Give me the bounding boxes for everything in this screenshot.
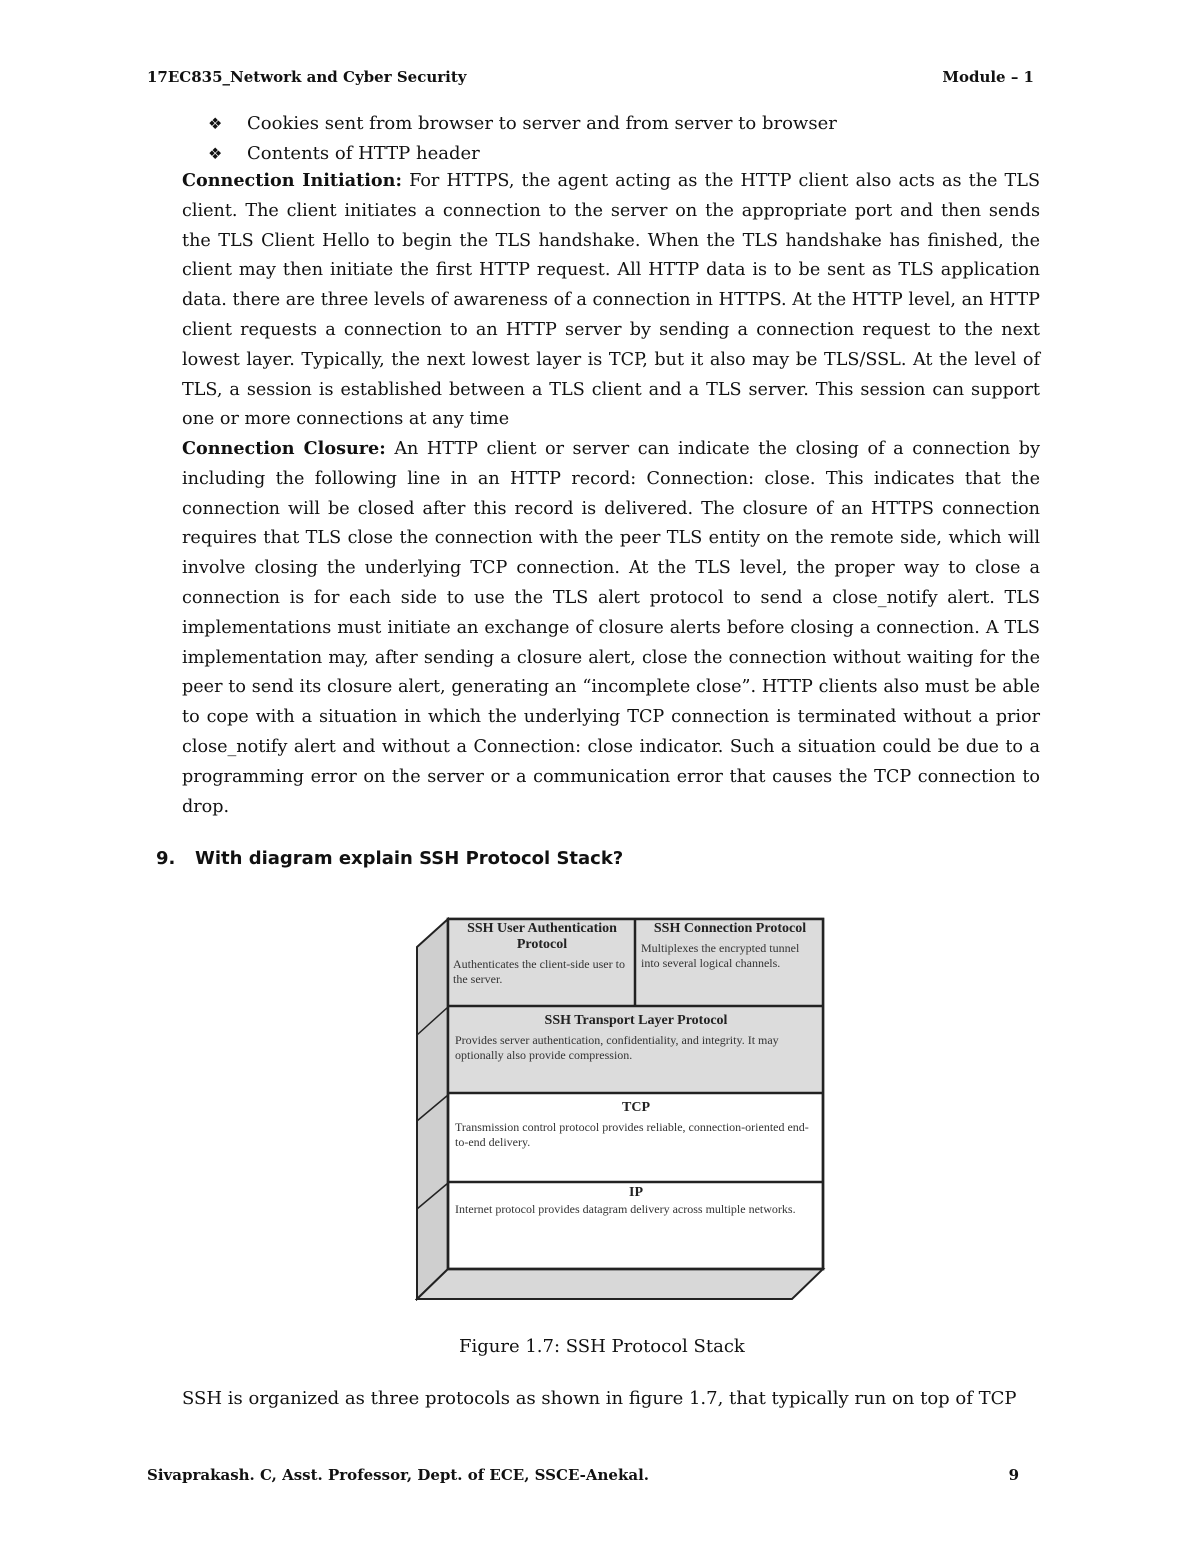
box-description: Provides server authentication, confidentiality, and integrity. It may optionally also provide compression. — [455, 1033, 779, 1062]
header-module: Module – 1 — [942, 68, 1034, 86]
question-text: With diagram explain SSH Protocol Stack? — [195, 848, 624, 869]
diagram-side-face — [417, 919, 448, 1299]
box-description: Authenticates the client-side user to the server. — [453, 957, 625, 986]
paragraph-text: An HTTP client or server can indicate the closing of a connection by including the following line in an HTTP record: Connection: close. This indicates that the connection will be closed after this record is delivered. The closure of an HTTPS connection requires that TLS close the connection with the peer TLS entity on the remote side, which will involve closing the underlying TCP connection. At the TLS level, the proper way to close a connection is for each side to use the TLS alert protocol to send a close_notify alert. TLS implementations must initiate an exchange of closure alerts before closing a connection. A TLS implementation may, after sending a closure alert, close the connection without waiting for the peer to send its closure alert, generating an “incomplete close”. HTTP clients also must be able to cope with a situation in which the underlying TCP connection is terminated without a prior close_notify alert and without a Connection: close indicator. Such a situation could be due to a programming error on the server or a communication error that causes the TCP connection to drop. — [182, 439, 1041, 817]
question-heading — [156, 848, 623, 869]
figure-caption: Figure 1.7: SSH Protocol Stack — [459, 1336, 745, 1357]
ip-box — [455, 1185, 817, 1217]
header-course-title: 17EC835_Network and Cyber Security — [147, 68, 467, 86]
diamond-bullet-icon: ❖ — [208, 113, 223, 133]
bullet-text: Cookies sent from browser to server and from server to browser — [247, 112, 837, 134]
paragraph-connection-initiation — [182, 166, 1040, 435]
diamond-bullet-icon: ❖ — [208, 143, 223, 163]
bullet-list — [208, 108, 837, 168]
paragraph-connection-closure — [182, 434, 1040, 822]
list-item — [208, 108, 837, 138]
box-description: Multiplexes the encrypted tunnel into several logical channels. — [641, 941, 800, 970]
box-title: SSH Transport Layer Protocol — [544, 1013, 728, 1028]
paragraph-lead: Connection Initiation: — [182, 170, 402, 191]
box-title: TCP — [622, 1100, 650, 1115]
box-description: Internet protocol provides datagram delivery across multiple networks. — [455, 1202, 796, 1216]
diagram-bottom-face — [417, 1269, 823, 1299]
closing-sentence: SSH is organized as three protocols as shown in figure 1.7, that typically run on top of TCP — [182, 1388, 1017, 1409]
ssh-protocol-stack-diagram — [415, 917, 827, 1301]
ssh-transport-box — [455, 1013, 817, 1063]
page-number: 9 — [1008, 1466, 1019, 1484]
paragraph-text: For HTTPS, the agent acting as the HTTP client also acts as the TLS client. The client initiates a connection to the server on the appropriate port and then sends the TLS Client Hello to begin the TLS handshake. When the TLS handshake has finished, the client may then initiate the first HTTP request. All HTTP data is to be sent as TLS application data. there are three levels of awareness of a connection in HTTPS. At the HTTP level, an HTTP client requests a connection to an HTTP server by sending a connection request to the next lowest layer. Typically, the next lowest layer is TCP, but it also may be TLS/SSL. At the level of TLS, a session is established between a TLS client and a TLS server. This session can support one or more connections at any time — [182, 171, 1041, 430]
ssh-connection-box — [641, 921, 819, 971]
ssh-user-auth-box — [453, 921, 631, 987]
question-number: 9. — [156, 848, 176, 869]
paragraph-lead: Connection Closure: — [182, 438, 386, 459]
bullet-text: Contents of HTTP header — [247, 142, 480, 164]
box-title: SSH Connection Protocol — [653, 921, 807, 936]
footer-author: Sivaprakash. C, Asst. Professor, Dept. of ECE, SSCE-Anekal. — [147, 1466, 650, 1484]
tcp-box — [455, 1100, 817, 1150]
box-title: IP — [629, 1185, 643, 1200]
list-item — [208, 138, 837, 168]
box-title: SSH User Authentication Protocol — [467, 921, 617, 952]
box-description: Transmission control protocol provides reliable, connection-oriented end-to-end delivery. — [455, 1120, 809, 1149]
